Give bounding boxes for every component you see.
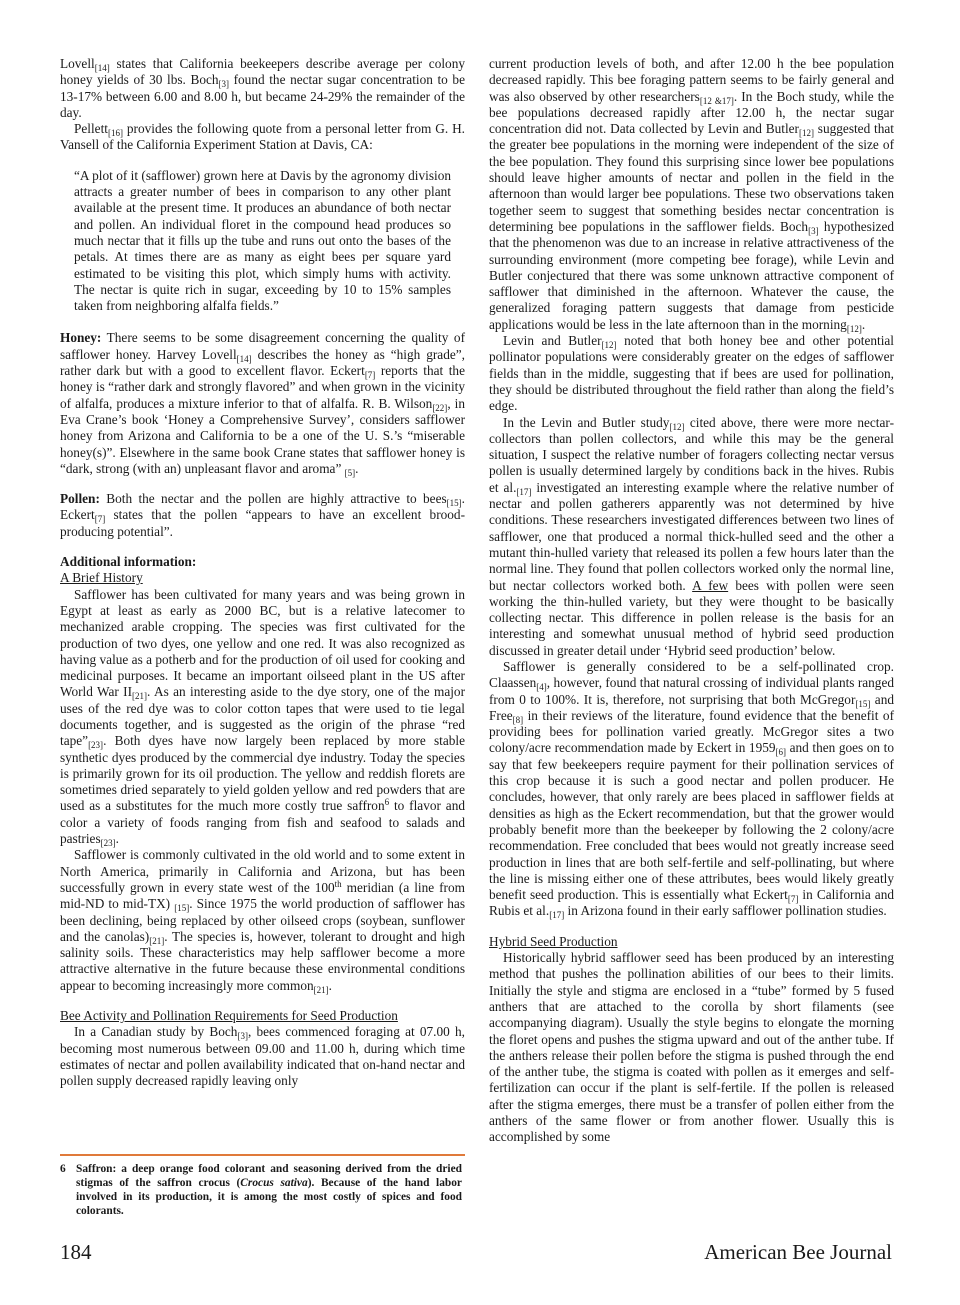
text-run: In a Canadian study by Boch [74, 1024, 238, 1040]
text-run: . [355, 460, 359, 476]
paragraph-self-pollinated [489, 659, 894, 920]
citation-ref: [6] [775, 747, 787, 758]
paragraph-pollen [60, 491, 465, 540]
text-run: current production levels of both, and after 12.00 h the bee population decreased rapidly. This bee foraging pattern seems to be fairly general and was also observed by other researchers [489, 56, 894, 104]
text-run: cited above, there were more nectar-collectors than pollen collectors, and while this may be the general situation, I suspect the relative number of foragers collecting nectar versus pollen is usually determined largely by conditions back in the hives. Rubis et al. [489, 414, 894, 495]
section-heading-additional: Additional information: [60, 554, 197, 570]
citation-ref: [12 &17] [699, 95, 734, 106]
citation-ref: [16] [107, 128, 123, 139]
subheading-brief-history: A Brief History [60, 570, 143, 586]
citation-ref: [15] [174, 903, 190, 914]
citation-ref: [22] [432, 402, 448, 413]
citation-ref: [3] [218, 79, 230, 90]
text-run: meridian (a line from mid-ND to mid-TX) [60, 879, 465, 912]
text-run: in their reviews of the literature, found evidence that the benefit of providing bees for pollination varied greatly. McGregor sites a two colony/acre recommendation made by Eckert in 1959 [489, 707, 894, 756]
text-run: Pellett [74, 121, 108, 137]
footnote [60, 1154, 465, 1218]
text-run: Safflower is commonly cultivated in the old world and to some extent in North America, primarily in California and Arizona, but has been successfully grown in every state west of the 100 [60, 847, 465, 895]
citation-ref: [21] [149, 935, 165, 946]
text-run: hypothesized that the phenomenon was due to an increase in relative attractiveness of the surrounding environment (more competing bee forage), while Levin and Butler conjectured that there was some unknown attractive component of safflower that diminished in the afternoon. Whatever the cause, the generalized foraging pattern suggests that damage from pesticide applications would be less in the late afternoon than in the morning [489, 218, 894, 332]
citation-ref: [14] [236, 353, 252, 364]
footnote-text [76, 1162, 462, 1218]
species-name: Crocus sativa [240, 1177, 308, 1189]
citation-ref: [21] [313, 984, 329, 995]
text-run: found the nectar sugar concentration to be 13-17% between 6.00 and 8.00 h, but became 24-29% the remainder of the day. [60, 72, 465, 120]
subheading-hybrid-seed: Hybrid Seed Production [489, 933, 618, 949]
text-run: suggested that the greater bee populations in the morning were independent of the size of the bee population. They found this surprising since lower bee populations should leave higher amounts of nectar and pollen in the field in the afternoon than would larger bee populations. These two observations taken together seem to suggest that something besides nectar concentration is determining bee populations in the safflower fields. Boch [489, 121, 894, 234]
citation-ref: [15] [446, 498, 462, 509]
citation-ref: [12] [798, 128, 814, 139]
citation-ref: [23] [88, 740, 104, 751]
left-column [60, 56, 465, 1090]
text-run: Both the nectar and the pollen are highly attractive to bees [99, 491, 447, 507]
page-number: 184 [60, 1240, 92, 1264]
citation-ref: [17] [516, 486, 532, 497]
paragraph-nectar-collectors [489, 415, 894, 659]
journal-title: American Bee Journal [704, 1240, 892, 1264]
citation-ref: [3] [808, 225, 819, 236]
paragraph-lovell [60, 56, 465, 121]
paragraph-foraging [489, 56, 894, 333]
text-run: , bees commenced foraging at 07.00 h, becoming most numerous between 09.00 and 11.00 h, during which time estimates of nectar and pollen availability indicated that on-hand nectar and pollen supply decreased rapidly leaving only [60, 1024, 465, 1089]
text-run: Lovell [60, 56, 95, 71]
citation-ref: [3] [237, 1031, 248, 1042]
text-run: Saffron: a deep orange food colorant and seasoning derived from the dried stigmas of the saffron crocus ( [76, 1163, 462, 1189]
section-heading-pollen: Pollen: [60, 491, 100, 507]
text-run: states that the pollen “appears to have an excellent brood-producing potential”. [60, 507, 465, 539]
text-run: reports that the honey is “rather dark and strongly flavored” and when grown in the vicinity of alfalfa, produces a mixture inferior to that of alfalfa. R. B. Wilson [60, 363, 465, 411]
paragraph-history-2 [60, 847, 465, 994]
text-run: Safflower is generally considered to be a self-pollinated crop. Claassen [489, 658, 894, 691]
text-run: In the Levin and Butler study [503, 414, 670, 430]
footnote-number: 6 [60, 1163, 66, 1175]
underlined-text: A few [692, 577, 729, 593]
citation-ref: [7] [364, 370, 376, 381]
paragraph-history-1 [60, 587, 465, 848]
text-run: in Arizona found in their early safflower pollination studies. [564, 903, 887, 919]
paragraph-pellett [60, 121, 465, 154]
text-run: states that California beekeepers describe average per colony honey yields of 30 lbs. Boch [60, 56, 465, 88]
citation-ref: [12] [846, 323, 862, 334]
text-run: . As an interesting aside to the dye story, one of the major uses of the red dye was to color cotton tapes that were used to tie legal documents together, and is suggested as the origin of the phrase “red tape” [60, 684, 466, 749]
text-run: provides the following quote from a personal letter from G. H. Vansell of the California Experiment Station at Davis, CA: [60, 121, 465, 153]
paragraph-bee-activity [60, 1024, 465, 1089]
citation-ref: [7] [94, 514, 106, 525]
citation-ref: [21] [132, 691, 148, 702]
text-run: . [861, 316, 866, 332]
subheading-bee-activity: Bee Activity and Pollination Requirements for Seed Production [60, 1008, 398, 1024]
citation-ref: [17] [549, 910, 565, 921]
citation-ref: [12] [669, 421, 685, 432]
text-run: . Both dyes have now largely been replaced by more stable synthetic dyes produced by the commercial dye industry. Today the species is primarily grown for its oil production. The yellow and reddish florets are sometimes dried separately to yield golden yellow and red powders that are used as a substitutes for the much more costly true saffron [60, 733, 465, 814]
paragraph-field-edges [489, 333, 894, 414]
text-run: to flavor and color a variety of foods ranging from fish and seafood to salads and pastries [60, 798, 465, 847]
citation-ref: [23] [100, 838, 116, 849]
citation-ref: [14] [94, 63, 110, 73]
text-run: Levin and Butler [503, 333, 602, 349]
text-run: Safflower has been cultivated for many years and was being grown in Egypt at least as early as 2000 BC, but is a relative latecomer to mechanized arable cropping. The species was first cultivated for the production of two dyes, one yellow and one red. It was also recognized as having value as a potherb and for the production of oil used for cooking and medicinal purposes. It became an important oilseed plant in the US after World War II [60, 586, 465, 700]
right-column [489, 56, 894, 1146]
text-run: , in Eva Crane’s book ‘Honey a Comprehensive Survey’, considers safflower honey from Arizona and California to be a one of the U. S.’s “miserable honey(s)”. Elsewhere in the same book Crane states that safflower honey is “dark, strong (with an) unpleasant flavor and aroma” [60, 395, 465, 476]
citation-ref: [12] [601, 340, 617, 351]
text-run: . Eckert [60, 491, 465, 523]
text-run: ). Because of the hand labor involved in its production, it is among the most costly of spices and food colorants. [76, 1177, 462, 1217]
text-run: in California and Rubis et al. [489, 887, 894, 919]
text-run: . [328, 977, 332, 993]
text-run: describes the honey as “high grade”, rather dark but with a good to excellent flavor. Eckert [60, 346, 465, 379]
text-run: There seems to be some disagreement concerning the quality of safflower honey. Harvey Lovell [60, 330, 465, 362]
text-run: noted that both honey bee and other potential pollinator populations were considerably greater on the edges of safflower fields than in the middle, suggesting that if bees are used for pollination, they should be distributed throughout the field rather than along the field’s edge. [489, 333, 894, 414]
block-quote: “A plot of it (safflower) grown here at Davis by the agronomy division attracts a greater number of bees in comparison to any other plant available at the present time. It produces an abundance of both nectar and pollen. An individual floret in the compound head produces so much nectar that it fills up the tube and runs out onto the bases of the petals. At times there are as many as eight bees per square yard estimated to be visiting this plot, which simply hums with activity. The nectar is quite rich in sugar, exceeding by 10 to 15% samples taken from neighboring alfalfa fields.” [74, 167, 451, 314]
paragraph-honey [60, 330, 465, 477]
text-run: , however, found that natural crossing of individual plants ranged from 0 to 100%. It is, therefore, not surprising that both McGregor [489, 675, 894, 707]
text-run: . The species is, however, tolerant to drought and high salinity soils. These characteristics may help safflower become a more attractive alternative in the future because these environmental conditions appear to becoming increasingly more common [60, 928, 465, 993]
section-heading-honey: Honey: [60, 330, 102, 346]
text-run: and then goes on to say that few beekeepers require payment for their pollination services of this crop because it is such a good nectar and pollen producer. He concludes, however, that only rarely are bees placed in safflower fields at densities as high as the Eckert recommendation, but that the grower would probably benefit more than the beekeeper by following the 2 colony/acre recommendation. Free concluded that bees would not greatly increase seed production in lines that are both self-fertile and self-pollinating, but where the line is missing either one of these attributes, bees would likely greatly benefit seed production. This is essentially what Eckert [489, 740, 894, 903]
paragraph-hybrid-seed: Historically hybrid safflower seed has been produced by an interesting method that pushes the pollination abilities of our bees to their limits. Initially the style and stigma are enclosed in a “tube” formed by 5 fused anthers that are attached to the corolla by short filaments (see accompanying diagram). Usually the style begins to elongate the morning the floret opens and pushes the stigma upward and out of the anther tube. If the anthers release their pollen before the stigma is pushed through the end of the anther tube, the stigma is coated with pollen as it emerges and self-fertilization can occur if the plant is self-fertile. If the pollen is released after the stigma emerges, there must be a transfer of pollen either from the anthers of the same flower or from another flower. Usually this is accomplished by some [489, 950, 894, 1145]
ordinal-suffix: th [334, 878, 342, 889]
text-run: investigated an interesting example where the relative number of nectar and pollen gatherers apparently was not determined by hive conditions. These researchers investigated differences between two lines of safflower, one that produced a normal thick-hulled seed and the other a mutant thin-hulled variety that released its pollen a few hours later than the normal line. They found that pollen collectors worked only the normal line, but nectar collectors worked both. [489, 479, 894, 593]
text-run: and Free [489, 691, 894, 723]
citation-ref: [8] [512, 714, 524, 725]
text-run: . In the Boch study, while the bee populations decreased rapidly after 12.00 h, the nectar sugar concentration did not. Data collected by Levin and Butler [489, 88, 895, 137]
citation-ref: [4] [536, 682, 547, 693]
text-run: . [115, 831, 119, 847]
footnote-marker: 6 [384, 797, 390, 808]
citation-ref: [15] [855, 698, 871, 709]
citation-ref: [5] [344, 467, 356, 478]
text-run: . Since 1975 the world production of safflower has been declining, being replaced by other oilseed crops (soybean, sunflower and the canolas) [60, 896, 466, 944]
text-run: bees with pollen were seen working the thin-hulled variety, but they were thought to be basically collecting nectar. This difference in pollen release is the basis for an interesting and somewhat unusual method of hybrid seed production discussed in greater detail under ‘Hybrid seed production’ below. [489, 577, 894, 658]
citation-ref: [7] [787, 894, 799, 905]
